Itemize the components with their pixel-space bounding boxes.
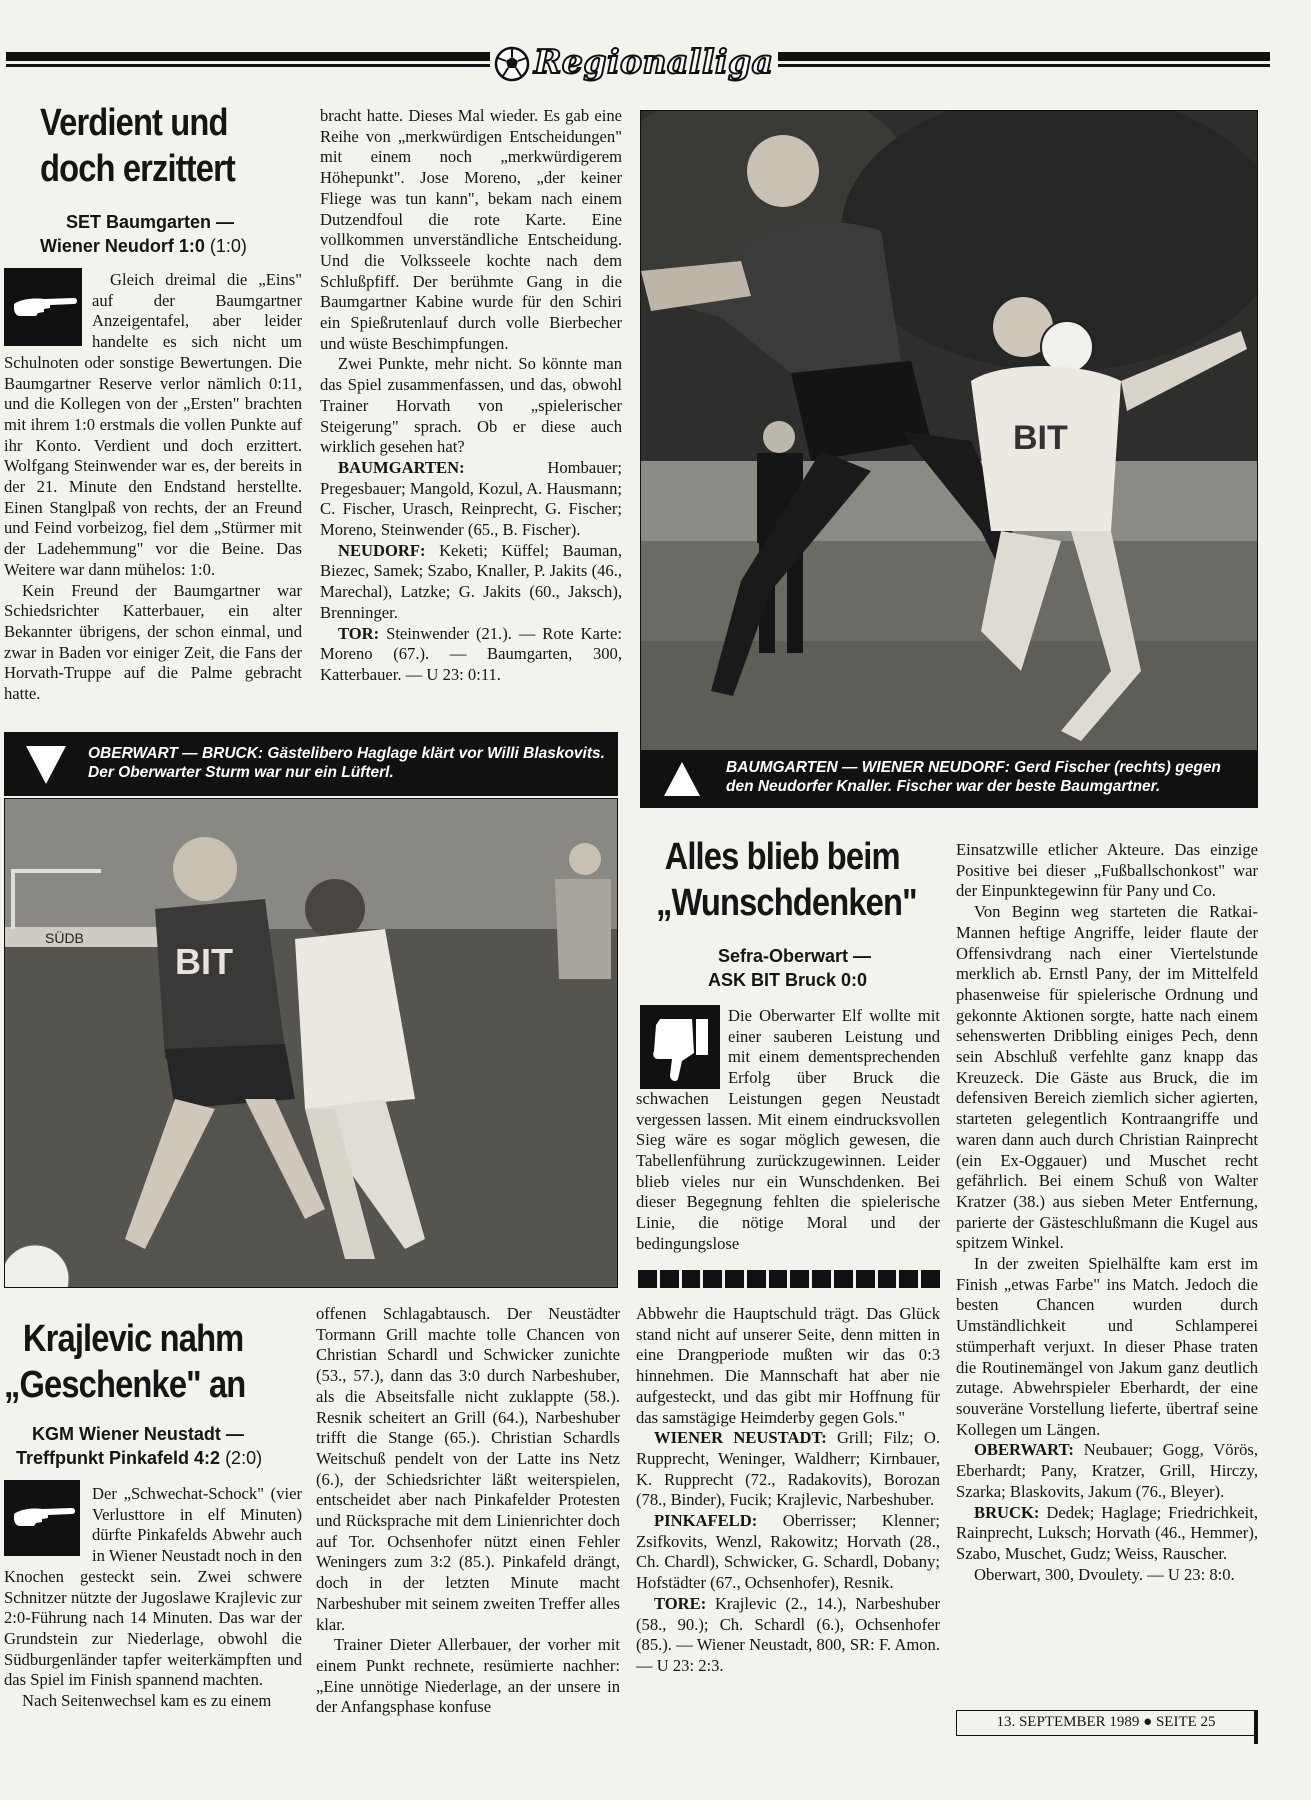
photo-caption-oberwart: OBERWART — BRUCK: Gästelibero Haglage klärt vor Willi Blaskovits. Der Oberwarter Sturm war nur ein Lüfterl. (4, 732, 618, 796)
sponsor-text: BIT (1013, 419, 1068, 457)
match-result: Sefra-Oberwart — ASK BIT Bruck 0:0 (708, 946, 872, 990)
triangle-down-icon (24, 744, 68, 786)
body-col-2: offenen Schlagabtausch. Der Neustädter Tormann Grill machte tolle Chancen von Christian Schardl und Schwicker zunichte (53., 57.), dann das 3:0 durch Narbeshuber, als die Abseitsfalle nicht zuklappte (58.). Resnik scheitert an Grill (64.), Narbeshuber trifft die Stange (65.). Christian Schardls Weitschuß pendelt von der Latte ins Netz (6.), der Schiedsrichter läßt weiterspielen, entscheidet aber nach Pinkafelder Protesten und Rücksprache mit dem Linienrichter doch auf Tor. Ochsenhofer nützt einen Fehler Weningers zum 3:2 (85.). Pinkafeld drängt, doch in der letzten Minute macht Narbeshuber mit seinem zweiten Treffer alles klar. Trainer Dieter Allerbauer, der vorher mit einem Punkt rechnete, resümierte nachher: „Eine unnötige Niederlage, an der unsere in der Anfangsphase konfuse (316, 1304, 620, 1717)
headline: Verdient und doch erzittert (40, 102, 235, 190)
body-col-3: Abbwehr die Hauptschuld trägt. Das Glück stand nicht auf unserer Seite, denn mitten in eine Drangperiode mußten wir das 0:3 hinnehmen. Die Mannschaft hat aber nie aufgesteckt, und das gibt mir Hoffnung für das samstägige Heimderby gegen Gols." WIENER NEUSTADT: Grill; Filz; O. Rupprecht, Weninger, Waldherr; Kirnbauer, K. Rupprecht (72., Radakovits), Borozan (78., Binder), Fucik; Krajlevic, Narbeshuber. PINKAFELD: Oberrisser; Klenner; Zsifkovits, Wenzl, Rakowitz; Horvath (28., Ch. Chardl), Schwicker, G. Schardl, Dobany; Hofstädter (67., Ochsenhofer), Resnik. TORE: Krajlevic (2., 14.), Narbeshuber (58., 90.); Ch. Schardl (6.), Ochsenhofer (85.). — Wiener Neustadt, 800, SR: F. Amon. — U 23: 2:3. (636, 1304, 940, 1675)
body-col-1: Der „Schwechat-Schock" (vier Verlusttore in elf Minuten) dürfte Pinkafelds Abwehr auch in Wiener Neustadt noch in den Knochen gesteckt sein. Zwei schwere Schnitzer nützte der Jugoslawe Krajlevic zur 2:0-Führung nach 14 Minuten. Das war der Grundstein zur Niederlage, obwohl die Südburgenländer tapfer weiterkämpften und das Spiel im Finish spannend machten. Nach Seitenwechsel kam es zu einem (4, 1484, 302, 1711)
headline: Krajlevic nahm „Geschenke" an (4, 1318, 246, 1406)
photo-oberwart-bruck (4, 798, 618, 1288)
match-result: KGM Wiener Neustadt — Treffpunkt Pinkafeld 4:2 (2:0) (16, 1424, 263, 1468)
sponsor-text: BIT (175, 941, 233, 982)
photo-caption-baumgarten: BAUMGARTEN — WIENER NEUDORF: Gerd Fischer (rechts) gegen den Neudorfer Knaller. Fischer war der beste Baumgartner. (640, 750, 1258, 808)
body-col-1: Die Oberwarter Elf wollte mit einer sauberen Leistung und mit einem dementsprechenden Erfolg über Bruck die schwachen Leistungen gegen Neustadt vergessen lassen. Mit einem eindrucksvollen Sieg wäre es sogar möglich gewesen, die Tabellenführung zurückzugewinnen. Leider blieb vieles nur ein Wunschdenken. Bei dieser Begegnung fehlten die spielerische Linie, die nötige Moral und der bedingungslose (636, 1006, 940, 1253)
header-rule-left (6, 52, 490, 61)
match-photo-illustration (5, 799, 617, 1287)
match-photo-illustration (641, 111, 1257, 751)
body-col-2: Einsatzwille etlicher Akteure. Das einzige Positive bei dieser „Fußballschonkost" war der Einpunktegewinn für Pany und Co. Von Beginn weg starteten die Ratkai-Mannen heftige Angriffe, leider flaute der Offensivdrang nach einer Viertelstunde merklich ab. Ernstl Pany, der im Mittelfeld phasenweise für spielerische Ordnung und gekonnte Aktionen sorgte, hatte nach einem sehenswerten Dribbling einiges Pech, denn sein Abschluß verfehlte ganz knapp das Kreuzeck. Die Gäste aus Bruck, die im defensiven Bereich ziemlich sicher agierten, starteten gelegentlich Kontraangriffe und waren dann auch durch Christian Rainprecht (ein Ex-Oggauer) und Muschet recht gefährlich. Bei einem Schuß von Walter Kratzer (38.) aus sieben Meter Entfernung, parierte der Gästeschlußmann die Kugel aus spitzem Winkel. In der zweiten Spielhälfte kam erst im Finish „etwas Farbe" ins Match. Jedoch die besten Chancen wurden durch Umständlichkeit und Schlamperei stümperhaft verjuxt. In dieser Phase traten die Routinemängel von Jakum ganz deutlich zutage. Abwehrspieler Eberhardt, der eine souveräne Vorstellung lieferte, übertraf seine Kollegen um Längen. OBERWART: Neubauer; Gogg, Vörös, Eberhardt; Pany, Kratzer, Grill, Hirczy, Szarka; Blaskovits, Jakum (76., Bleyer). BRUCK: Dedek; Haglage; Friedrichkeit, Rainprecht, Luksch; Horvath (46., Hemmer), Szabo, Muschet, Gudz; Weiss, Rauscher. Oberwart, 300, Dvoulety. — U 23: 8:0. (956, 840, 1258, 1584)
page-footer: 13. SEPTEMBER 1989 ● SEITE 25 (956, 1710, 1256, 1736)
photo-baumgarten-neudorf (640, 110, 1258, 752)
board-text: SÜDB (45, 930, 84, 946)
body-col-1: Gleich dreimal die „Eins" auf der Baumgartner Anzeigentafel, aber leider handelte es sich nicht um Schulnoten oder sonstige Bewertungen. Die Baumgartner Reserve verlor nämlich 0:11, und die Kollegen von der „Ersten" brachten mit ihrem 1:0 erstmals die vollen Punkte auf ihr Konto. Verdient und doch erzittert. Wolfgang Steinwender war es, der bereits in der 21. Minute den Endstand herstellte. Einen Stanglpaß von rechts, der an Freund und Feind vorbeizog, fiel dem „Stürmer mit der Ladehemmung" vor die Beine. Das Weitere war dann mühelos: 1:0. Kein Freund der Baumgartner war Schiedsrichter Katterbauer, ein alter Bekannter übrigens, der schon einmal, und zwar in Baden vor einiger Zeit, die Fans der Horvath-Truppe auf die Palme gebracht hatte. (4, 270, 302, 704)
divider-squares (638, 1270, 940, 1288)
footer-rule (1254, 1710, 1258, 1744)
header-rule-left-thin (6, 64, 490, 67)
header-rule-right-thin (778, 64, 1270, 67)
section-header (492, 44, 776, 82)
soccer-ball-icon (494, 46, 530, 82)
section-label: Regionalliga (534, 42, 774, 81)
match-result: SET Baumgarten — Wiener Neudorf 1:0 (1:0) (40, 212, 247, 256)
body-col-2: bracht hatte. Dieses Mal wieder. Es gab eine Reihe von „merkwürdigen Entscheidungen" mit einem noch „merkwürdigerem Höhepunkt". Jose Moreno, „der keiner Fliege was tun kann", bekam nach einem Dutzendfoul die rote Karte. Eine vollkommen unverständliche Entscheidung. Und die Volksseele kochte nach dem Schlußpfiff. Der berühmte Gang in die Baumgartner Kabine wurde für den Schiri ein Spießrutenlauf durch volle Bierbecher und wüste Beschimpfungen. Zwei Punkte, mehr nicht. So könnte man das Spiel zusammenfassen, und das, obwohl Trainer Horvath von „spielerischer Steigerung" sprach. Ob er diese auch wirklich gesehen hat? BAUMGARTEN: Hombauer; Pregesbauer; Mangold, Kozul, A. Hausmann; C. Fischer, Urasch, Reinprecht, G. Fischer; Moreno, Steinwender (65., B. Fischer). NEUDORF: Keketi; Küffel; Bauman, Biezec, Samek; Szabo, Knaller, P. Jakits (46., Marechal), Latzke; G. Jakits (60., Jaksch), Brenninger. TOR: Steinwender (21.). — Rote Karte: Moreno (67.). — Baumgarten, 300, Katterbauer. — U 23: 0:11. (320, 106, 622, 684)
headline: Alles blieb beim „Wunschdenken" (656, 836, 917, 924)
header-rule-right (778, 52, 1270, 61)
triangle-up-icon (662, 760, 702, 798)
